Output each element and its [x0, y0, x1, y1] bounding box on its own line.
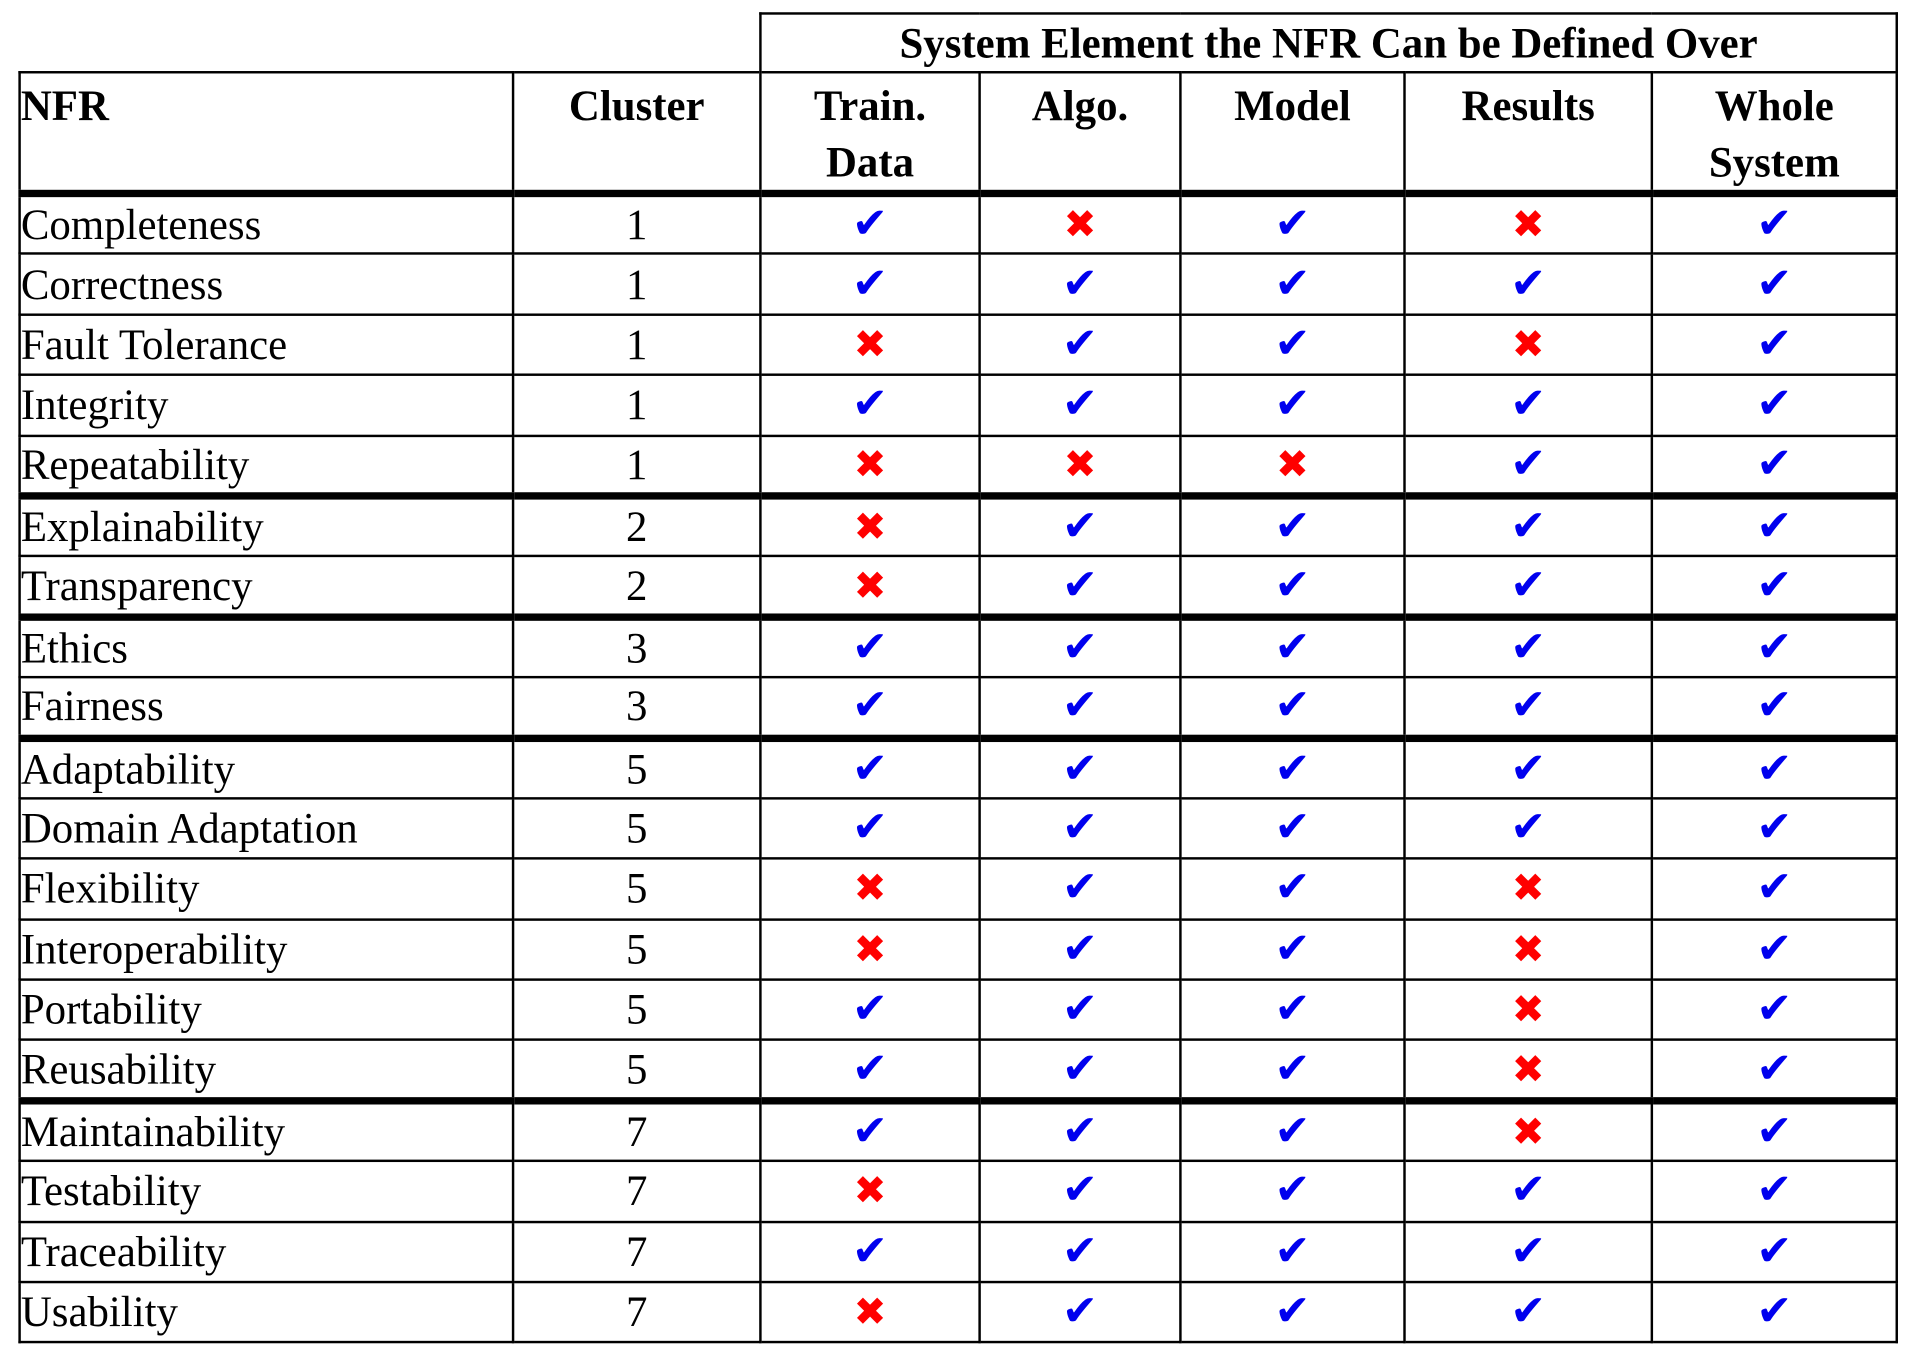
- check-icon: ✔: [1756, 924, 1793, 974]
- cell-whole-system: [1652, 980, 1897, 1040]
- cross-icon: ✖: [853, 865, 887, 912]
- cell-model: [1180, 556, 1404, 616]
- cross-icon: ✖: [853, 320, 887, 368]
- check-icon: ✔: [1756, 1107, 1793, 1156]
- check-icon: ✔: [1756, 259, 1793, 309]
- cell-results: [1405, 738, 1652, 798]
- cell-model: [1180, 859, 1404, 919]
- cross-icon: ✖: [853, 561, 887, 609]
- check-icon: ✔: [1756, 560, 1793, 610]
- check-icon: ✔: [1510, 744, 1547, 794]
- check-icon: ✔: [1274, 380, 1311, 430]
- cluster-number: 7: [513, 1101, 760, 1161]
- cell-results: [1405, 556, 1652, 616]
- cell-results: [1405, 1040, 1652, 1100]
- check-icon: ✔: [1062, 1287, 1098, 1337]
- nfr-table: [18, 12, 1898, 1344]
- cell-algo: [980, 617, 1181, 677]
- cell-algo: [980, 496, 1181, 556]
- check-icon: ✔: [1274, 1044, 1311, 1094]
- check-icon: ✔: [1510, 259, 1547, 309]
- cell-results: [1405, 798, 1652, 858]
- check-icon: ✔: [852, 380, 888, 430]
- cross-icon: ✖: [1276, 440, 1309, 488]
- cell-whole-system: [1652, 1040, 1897, 1100]
- cell-algo: [980, 980, 1181, 1040]
- table-row: [20, 435, 1897, 495]
- cell-results: [1405, 859, 1652, 919]
- check-icon: ✔: [1756, 439, 1793, 489]
- cell-algo: [980, 1161, 1181, 1221]
- cell-train-data: [760, 859, 979, 919]
- cluster-number: 5: [513, 738, 760, 798]
- cluster-number: 1: [513, 254, 760, 314]
- header-algo: Algo.: [980, 72, 1181, 193]
- cell-algo: [980, 919, 1181, 979]
- check-icon: ✔: [1274, 984, 1311, 1034]
- cell-train-data: [760, 314, 979, 374]
- cell-model: [1180, 1282, 1404, 1342]
- table-row: [20, 556, 1897, 616]
- cell-algo: [980, 254, 1181, 314]
- check-icon: ✔: [1274, 744, 1311, 794]
- check-icon: ✔: [1274, 1166, 1311, 1216]
- check-icon: ✔: [1062, 259, 1098, 309]
- cell-algo: [980, 193, 1181, 253]
- header-row: [20, 72, 1897, 193]
- cell-model: [1180, 1040, 1404, 1100]
- nfr-name: Adaptability: [20, 738, 513, 798]
- check-icon: ✔: [1510, 1287, 1547, 1337]
- check-icon: ✔: [1510, 502, 1547, 552]
- cell-results: [1405, 375, 1652, 435]
- cell-whole-system: [1652, 435, 1897, 495]
- header-train-line1: Train.: [813, 82, 927, 130]
- cell-train-data: [760, 617, 979, 677]
- check-icon: ✔: [1274, 259, 1311, 309]
- check-icon: ✔: [1062, 1107, 1098, 1156]
- table-row: [20, 677, 1897, 737]
- cluster-number: 3: [513, 617, 760, 677]
- header-cluster: Cluster: [513, 72, 760, 193]
- cell-whole-system: [1652, 738, 1897, 798]
- cell-results: [1405, 314, 1652, 374]
- check-icon: ✔: [1510, 1166, 1547, 1216]
- cell-results: [1405, 1161, 1652, 1221]
- check-icon: ✔: [1274, 681, 1311, 731]
- cell-algo: [980, 1222, 1181, 1282]
- cell-model: [1180, 1101, 1404, 1161]
- check-icon: ✔: [1062, 319, 1098, 369]
- cell-whole-system: [1652, 375, 1897, 435]
- check-icon: ✔: [852, 1044, 888, 1094]
- super-header-row: [20, 13, 1897, 72]
- super-header: System Element the NFR Can be Defined Over: [760, 13, 1896, 72]
- nfr-name: Usability: [20, 1282, 513, 1342]
- check-icon: ✔: [1756, 863, 1793, 913]
- cell-model: [1180, 496, 1404, 556]
- cell-model: [1180, 193, 1404, 253]
- table-body: [20, 193, 1897, 1342]
- check-icon: ✔: [1510, 623, 1547, 673]
- cell-model: [1180, 435, 1404, 495]
- check-icon: ✔: [1062, 744, 1098, 794]
- nfr-name: Repeatability: [20, 435, 513, 495]
- nfr-name: Correctness: [20, 254, 513, 314]
- nfr-name: Portability: [20, 980, 513, 1040]
- nfr-name: Traceability: [20, 1222, 513, 1282]
- check-icon: ✔: [1274, 560, 1311, 610]
- check-icon: ✔: [1274, 803, 1311, 853]
- cell-results: [1405, 1101, 1652, 1161]
- cross-icon: ✖: [1511, 1108, 1545, 1155]
- cell-model: [1180, 1161, 1404, 1221]
- header-whole-line2: System: [1708, 137, 1840, 186]
- cell-model: [1180, 919, 1404, 979]
- cell-algo: [980, 1282, 1181, 1342]
- nfr-name: Fault Tolerance: [20, 314, 513, 374]
- cell-train-data: [760, 1222, 979, 1282]
- check-icon: ✔: [1062, 1166, 1098, 1216]
- table-row: [20, 859, 1897, 919]
- cross-icon: ✖: [1063, 201, 1097, 248]
- check-icon: ✔: [852, 984, 888, 1034]
- table-row: [20, 1101, 1897, 1161]
- header-results: Results: [1405, 72, 1652, 193]
- check-icon: ✔: [852, 1107, 888, 1156]
- table-row: [20, 1040, 1897, 1100]
- check-icon: ✔: [852, 623, 888, 673]
- check-icon: ✔: [1510, 1226, 1547, 1276]
- table-row: [20, 798, 1897, 858]
- cluster-number: 1: [513, 314, 760, 374]
- check-icon: ✔: [1274, 924, 1311, 974]
- cross-icon: ✖: [1511, 201, 1545, 248]
- cross-icon: ✖: [1511, 925, 1545, 973]
- check-icon: ✔: [1062, 681, 1098, 731]
- cell-model: [1180, 980, 1404, 1040]
- cell-train-data: [760, 919, 979, 979]
- cell-train-data: [760, 254, 979, 314]
- cell-results: [1405, 1222, 1652, 1282]
- cell-whole-system: [1652, 798, 1897, 858]
- cell-whole-system: [1652, 496, 1897, 556]
- nfr-name: Testability: [20, 1161, 513, 1221]
- cell-whole-system: [1652, 859, 1897, 919]
- cross-icon: ✖: [853, 503, 887, 550]
- cross-icon: ✖: [1511, 320, 1545, 368]
- cell-results: [1405, 193, 1652, 253]
- cross-icon: ✖: [853, 1167, 887, 1215]
- cell-train-data: [760, 798, 979, 858]
- cluster-number: 3: [513, 677, 760, 737]
- check-icon: ✔: [1062, 1044, 1098, 1094]
- check-icon: ✔: [1510, 803, 1547, 853]
- table-row: [20, 193, 1897, 253]
- check-icon: ✔: [1062, 984, 1098, 1034]
- nfr-name: Completeness: [20, 193, 513, 253]
- header-model: Model: [1180, 72, 1404, 193]
- table-row: [20, 617, 1897, 677]
- check-icon: ✔: [1756, 1044, 1793, 1094]
- table-row: [20, 738, 1897, 798]
- cell-model: [1180, 1222, 1404, 1282]
- cross-icon: ✖: [853, 440, 887, 488]
- check-icon: ✔: [852, 803, 888, 853]
- check-icon: ✔: [1510, 380, 1547, 430]
- cell-whole-system: [1652, 1161, 1897, 1221]
- cell-whole-system: [1652, 193, 1897, 253]
- cluster-number: 5: [513, 1040, 760, 1100]
- cell-whole-system: [1652, 254, 1897, 314]
- check-icon: ✔: [1274, 1226, 1311, 1276]
- check-icon: ✔: [1756, 319, 1793, 369]
- cell-results: [1405, 919, 1652, 979]
- cell-results: [1405, 1282, 1652, 1342]
- check-icon: ✔: [1062, 863, 1098, 913]
- check-icon: ✔: [1756, 681, 1793, 731]
- check-icon: ✔: [1274, 1287, 1311, 1337]
- cell-results: [1405, 617, 1652, 677]
- cell-train-data: [760, 556, 979, 616]
- header-whole-system: [1652, 72, 1897, 193]
- check-icon: ✔: [852, 199, 888, 249]
- check-icon: ✔: [1510, 681, 1547, 731]
- cell-train-data: [760, 193, 979, 253]
- table-row: [20, 1161, 1897, 1221]
- nfr-name: Domain Adaptation: [20, 798, 513, 858]
- cell-whole-system: [1652, 1101, 1897, 1161]
- nfr-name: Ethics: [20, 617, 513, 677]
- check-icon: ✔: [1756, 803, 1793, 853]
- check-icon: ✔: [1756, 984, 1793, 1034]
- cross-icon: ✖: [1511, 986, 1545, 1033]
- cell-model: [1180, 677, 1404, 737]
- cluster-number: 7: [513, 1161, 760, 1221]
- cell-whole-system: [1652, 1282, 1897, 1342]
- table-row: [20, 375, 1897, 435]
- cell-algo: [980, 798, 1181, 858]
- cluster-number: 5: [513, 980, 760, 1040]
- cell-algo: [980, 677, 1181, 737]
- cross-icon: ✖: [853, 1288, 887, 1335]
- check-icon: ✔: [1510, 560, 1547, 610]
- cluster-number: 7: [513, 1222, 760, 1282]
- cell-model: [1180, 314, 1404, 374]
- cluster-number: 1: [513, 193, 760, 253]
- cluster-number: 1: [513, 375, 760, 435]
- cell-whole-system: [1652, 1222, 1897, 1282]
- table-row: [20, 1282, 1897, 1342]
- check-icon: ✔: [1756, 1226, 1793, 1276]
- check-icon: ✔: [1274, 863, 1311, 913]
- header-train-line2: Data: [825, 137, 915, 186]
- header-whole-line1: Whole: [1714, 82, 1834, 130]
- check-icon: ✔: [1756, 380, 1793, 430]
- cell-train-data: [760, 677, 979, 737]
- table-row: [20, 496, 1897, 556]
- cell-algo: [980, 1101, 1181, 1161]
- cell-results: [1405, 677, 1652, 737]
- check-icon: ✔: [1756, 199, 1793, 249]
- cell-train-data: [760, 435, 979, 495]
- cell-train-data: [760, 980, 979, 1040]
- nfr-name: Flexibility: [20, 859, 513, 919]
- nfr-name: Reusability: [20, 1040, 513, 1100]
- check-icon: ✔: [1274, 623, 1311, 673]
- super-header-spacer: [20, 13, 761, 72]
- check-icon: ✔: [1062, 623, 1098, 673]
- cell-model: [1180, 738, 1404, 798]
- nfr-name: Explainability: [20, 496, 513, 556]
- check-icon: ✔: [1274, 502, 1311, 552]
- cluster-number: 2: [513, 556, 760, 616]
- table-row: [20, 314, 1897, 374]
- cell-results: [1405, 980, 1652, 1040]
- header-nfr: NFR: [20, 72, 513, 193]
- cell-algo: [980, 556, 1181, 616]
- table-row: [20, 980, 1897, 1040]
- cell-model: [1180, 617, 1404, 677]
- check-icon: ✔: [1062, 803, 1098, 853]
- check-icon: ✔: [1756, 623, 1793, 673]
- check-icon: ✔: [1756, 744, 1793, 794]
- table-row: [20, 919, 1897, 979]
- cross-icon: ✖: [1511, 1045, 1545, 1092]
- cell-algo: [980, 738, 1181, 798]
- cell-whole-system: [1652, 556, 1897, 616]
- cell-results: [1405, 435, 1652, 495]
- cell-train-data: [760, 1161, 979, 1221]
- cell-train-data: [760, 375, 979, 435]
- cluster-number: 5: [513, 919, 760, 979]
- cell-algo: [980, 435, 1181, 495]
- check-icon: ✔: [852, 744, 888, 794]
- cell-model: [1180, 254, 1404, 314]
- cell-whole-system: [1652, 677, 1897, 737]
- check-icon: ✔: [1274, 199, 1311, 249]
- cell-algo: [980, 314, 1181, 374]
- cell-train-data: [760, 1040, 979, 1100]
- table-row: [20, 1222, 1897, 1282]
- cell-model: [1180, 375, 1404, 435]
- check-icon: ✔: [1274, 319, 1311, 369]
- check-icon: ✔: [1756, 502, 1793, 552]
- check-icon: ✔: [1062, 380, 1098, 430]
- cell-train-data: [760, 1282, 979, 1342]
- nfr-name: Maintainability: [20, 1101, 513, 1161]
- cluster-number: 5: [513, 859, 760, 919]
- cluster-number: 5: [513, 798, 760, 858]
- check-icon: ✔: [852, 1226, 888, 1276]
- check-icon: ✔: [1510, 439, 1547, 489]
- nfr-name: Integrity: [20, 375, 513, 435]
- cell-train-data: [760, 496, 979, 556]
- nfr-name: Transparency: [20, 556, 513, 616]
- cross-icon: ✖: [853, 925, 887, 973]
- table-row: [20, 254, 1897, 314]
- cell-algo: [980, 859, 1181, 919]
- check-icon: ✔: [1756, 1166, 1793, 1216]
- cross-icon: ✖: [1511, 865, 1545, 912]
- cell-train-data: [760, 1101, 979, 1161]
- nfr-name: Fairness: [20, 677, 513, 737]
- cell-algo: [980, 1040, 1181, 1100]
- cell-whole-system: [1652, 617, 1897, 677]
- check-icon: ✔: [1756, 1287, 1793, 1337]
- check-icon: ✔: [852, 259, 888, 309]
- check-icon: ✔: [1062, 560, 1098, 610]
- cross-icon: ✖: [1063, 440, 1097, 488]
- cell-results: [1405, 254, 1652, 314]
- cell-model: [1180, 798, 1404, 858]
- check-icon: ✔: [1062, 502, 1098, 552]
- cell-results: [1405, 496, 1652, 556]
- check-icon: ✔: [1274, 1107, 1311, 1156]
- check-icon: ✔: [852, 681, 888, 731]
- cluster-number: 2: [513, 496, 760, 556]
- cluster-number: 1: [513, 435, 760, 495]
- cell-whole-system: [1652, 919, 1897, 979]
- check-icon: ✔: [1062, 1226, 1098, 1276]
- nfr-name: Interoperability: [20, 919, 513, 979]
- cell-algo: [980, 375, 1181, 435]
- cell-train-data: [760, 738, 979, 798]
- check-icon: ✔: [1062, 924, 1098, 974]
- cluster-number: 7: [513, 1282, 760, 1342]
- header-train-data: [760, 72, 979, 193]
- cell-whole-system: [1652, 314, 1897, 374]
